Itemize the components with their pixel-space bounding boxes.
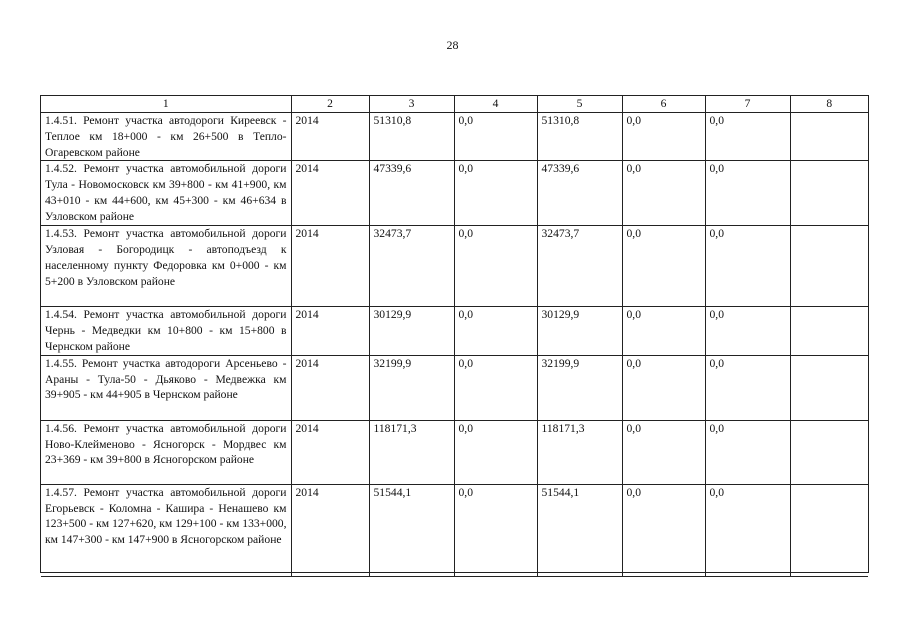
row-col4: 0,0 <box>454 161 537 226</box>
row-col3: 32199,9 <box>369 355 454 420</box>
row-col5: 32473,7 <box>537 226 622 307</box>
row-col5: 30129,9 <box>537 307 622 355</box>
row-col6: 0,0 <box>622 307 705 355</box>
row-col3: 47339,6 <box>369 161 454 226</box>
table-row <box>41 113 868 161</box>
row-year: 2014 <box>291 307 369 355</box>
row-col8 <box>790 355 868 420</box>
row-col5: 47339,6 <box>537 161 622 226</box>
row-col7: 0,0 <box>705 226 790 307</box>
header-cell-5: 5 <box>537 96 622 113</box>
row-col5: 118171,3 <box>537 420 622 484</box>
row-col6: 0,0 <box>622 161 705 226</box>
row-col4: 0,0 <box>454 355 537 420</box>
row-col4: 0,0 <box>454 226 537 307</box>
row-col3: 51310,8 <box>369 113 454 161</box>
row-col7: 0,0 <box>705 355 790 420</box>
row-col8 <box>790 113 868 161</box>
table-frame <box>40 95 869 573</box>
header-cell-8: 8 <box>790 96 868 113</box>
row-col7: 0,0 <box>705 307 790 355</box>
table-row <box>41 161 868 226</box>
row-col8 <box>790 420 868 484</box>
row-col7: 0,0 <box>705 113 790 161</box>
page-number: 28 <box>446 38 459 52</box>
table-row <box>41 307 868 355</box>
header-cell-7: 7 <box>705 96 790 113</box>
row-col6: 0,0 <box>622 420 705 484</box>
header-cell-1: 1 <box>41 96 291 113</box>
row-col3: 30129,9 <box>369 307 454 355</box>
header-cell-2: 2 <box>291 96 369 113</box>
row-col8 <box>790 484 868 576</box>
row-col6: 0,0 <box>622 484 705 576</box>
row-col8 <box>790 307 868 355</box>
row-col3: 51544,1 <box>369 484 454 576</box>
table-row <box>41 484 868 576</box>
header-row <box>41 96 868 113</box>
row-col7: 0,0 <box>705 484 790 576</box>
row-col4: 0,0 <box>454 484 537 576</box>
row-year: 2014 <box>291 484 369 576</box>
row-col5: 51310,8 <box>537 113 622 161</box>
row-col4: 0,0 <box>454 113 537 161</box>
row-col3: 118171,3 <box>369 420 454 484</box>
row-col8 <box>790 161 868 226</box>
row-year: 2014 <box>291 420 369 484</box>
row-col5: 51544,1 <box>537 484 622 576</box>
row-year: 2014 <box>291 355 369 420</box>
row-description: 1.4.57. Ремонт участка автомобильной дороги Егорьевск - Коломна - Кашира - Ненашево км 123+500 - км 127+620, км 129+100 - км 133+000, км 147+300 - км 147+900 в Ясногорском районе <box>41 484 291 576</box>
table-row <box>41 226 868 307</box>
header-cell-6: 6 <box>622 96 705 113</box>
data-table <box>41 96 868 577</box>
row-description: 1.4.56. Ремонт участка автомобильной дороги Ново-Клейменово - Ясногорск - Мордвес км 23+369 - км 39+800 в Ясногорском районе <box>41 420 291 484</box>
table-body <box>41 96 868 576</box>
table-row <box>41 355 868 420</box>
row-description: 1.4.51. Ремонт участка автодороги Киреевск - Теплое км 18+000 - км 26+500 в Тепло-Огаревском районе <box>41 113 291 161</box>
table-row <box>41 420 868 484</box>
row-col8 <box>790 226 868 307</box>
row-description: 1.4.53. Ремонт участка автомобильной дороги Узловая - Богородицк - автоподъезд к населенному пункту Федоровка км 0+000 - км 5+200 в Узловском районе <box>41 226 291 307</box>
row-description: 1.4.55. Ремонт участка автодороги Арсеньево - Араны - Тула-50 - Дьяково - Медвежка км 39+905 - км 44+905 в Чернском районе <box>41 355 291 420</box>
header-cell-3: 3 <box>369 96 454 113</box>
row-col7: 0,0 <box>705 161 790 226</box>
row-description: 1.4.52. Ремонт участка автомобильной дороги Тула - Новомосковск км 39+800 - км 41+900, км 43+010 - км 44+600, км 45+300 - км 46+634 в Узловском районе <box>41 161 291 226</box>
row-col6: 0,0 <box>622 355 705 420</box>
row-year: 2014 <box>291 226 369 307</box>
row-col4: 0,0 <box>454 420 537 484</box>
row-description: 1.4.54. Ремонт участка автомобильной дороги Чернь - Медведки км 10+800 - км 15+800 в Чернском районе <box>41 307 291 355</box>
row-col6: 0,0 <box>622 113 705 161</box>
row-year: 2014 <box>291 113 369 161</box>
row-col5: 32199,9 <box>537 355 622 420</box>
row-year: 2014 <box>291 161 369 226</box>
row-col4: 0,0 <box>454 307 537 355</box>
row-col6: 0,0 <box>622 226 705 307</box>
row-col7: 0,0 <box>705 420 790 484</box>
header-cell-4: 4 <box>454 96 537 113</box>
row-col3: 32473,7 <box>369 226 454 307</box>
